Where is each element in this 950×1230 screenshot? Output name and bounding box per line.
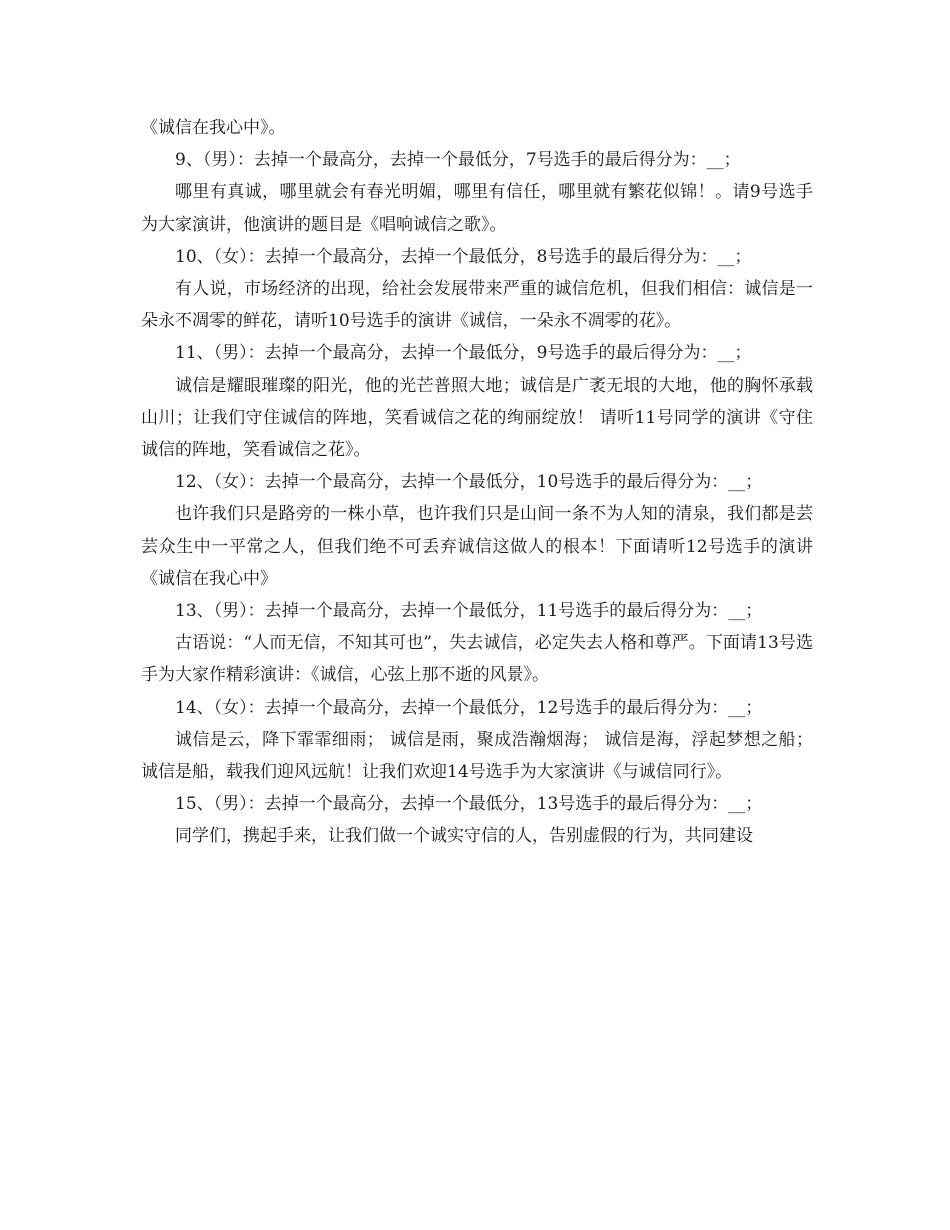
closing-paragraph: 同学们，携起手来，让我们做一个诚实守信的人，告别虚假的行为，共同建设 [175,826,753,847]
host-line-9: 9、（男）：去掉一个最高分，去掉一个最低分，7号选手的最后得分为：__； [175,150,741,171]
host-line-15: 15、（男）：去掉一个最高分，去掉一个最低分，13号选手的最后得分为：__； [175,794,763,815]
host-line-12: 12、（女）：去掉一个最高分，去掉一个最低分，10号选手的最后得分为：__； [175,472,763,493]
document-body [141,112,813,853]
intro-paragraph-12: 也许我们只是路旁的一株小草，也许我们只是山间一条不为人知的清泉，我们都是芸芸众生中一平常之人，但我们绝不可丢弃诚信这做人的根本！下面请听12号选手的演讲《诚信在我心中》 [141,504,813,589]
host-line-11: 11、（男）：去掉一个最高分，去掉一个最低分，9号选手的最后得分为：__； [175,343,752,364]
paragraph-continuation: 《诚信在我心中》。 [141,118,286,138]
intro-paragraph-9: 哪里有真诚，哪里就会有春光明媚，哪里有信任，哪里就有繁花似锦！。请9号选手为大家演讲，他演讲的题目是《唱响诚信之歌》。 [141,182,813,235]
host-line-13: 13、（男）：去掉一个最高分，去掉一个最低分，11号选手的最后得分为：__； [175,601,763,622]
intro-paragraph-13: 古语说：“人而无信，不知其可也”，失去诚信，必定失去人格和尊严。下面请13号选手为大家作精彩演讲：《诚信，心弦上那不逝的风景》。 [141,633,813,686]
intro-paragraph-14: 诚信是云，降下霏霏细雨； 诚信是雨，聚成浩瀚烟海； 诚信是海，浮起梦想之船； 诚信是船，载我们迎风远航！让我们欢迎14号选手为大家演讲《与诚信同行》。 [141,729,813,783]
host-line-14: 14、（女）：去掉一个最高分，去掉一个最低分，12号选手的最后得分为：__； [175,697,763,718]
intro-paragraph-11: 诚信是耀眼璀璨的阳光，他的光芒普照大地；诚信是广袤无垠的大地，他的胸怀承载山川；让我们守住诚信的阵地，笑看诚信之花的绚丽绽放！ 请听11号同学的演讲《守住诚信的阵地，笑看诚信之花》。 [141,375,813,461]
intro-paragraph-10: 有人说，市场经济的出现，给社会发展带来严重的诚信危机，但我们相信：诚信是一朵永不凋零的鲜花，请听10号选手的演讲《诚信，一朵永不凋零的花》。 [141,279,813,332]
host-line-10: 10、（女）：去掉一个最高分，去掉一个最低分，8号选手的最后得分为：__； [175,246,752,267]
